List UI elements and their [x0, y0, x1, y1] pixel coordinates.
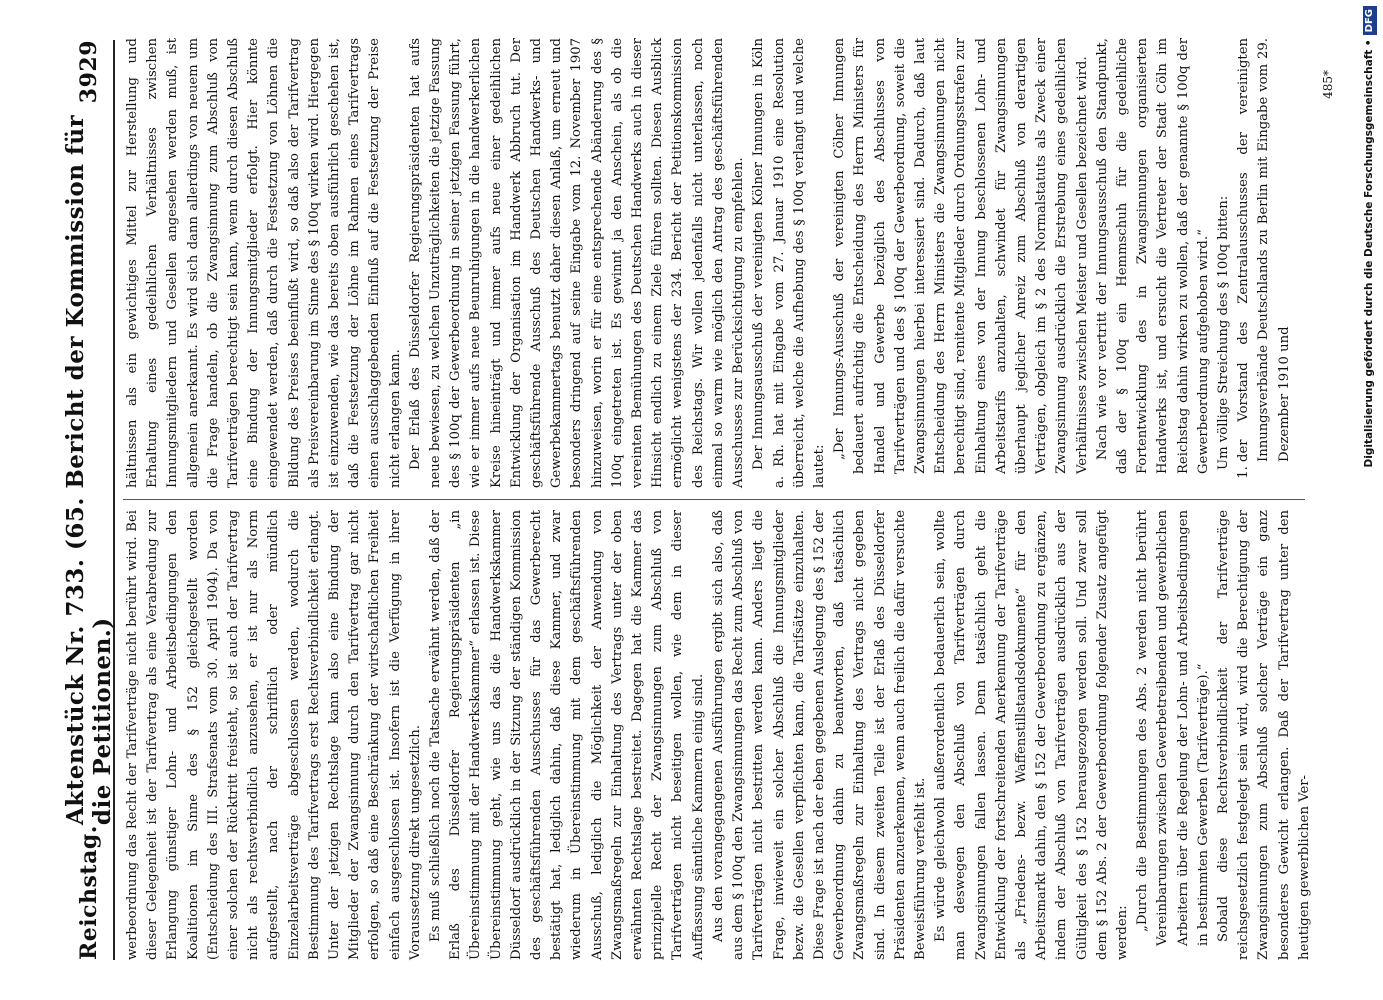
paragraph: Es würde gleichwohl außerordentlich bedauerlich sein, wollte man deswegen den Abschluß von Tarifverträgen durch Zwangsinnungen fallen lassen. Denn tatsächlich geht die Entwicklung der fortschreitenden Anerkennung der Tarifverträge als „Friedens- bezw. Waffenstillstandsdokumente“ für den Arbeitsmarkt dahin, den § 152 der Gewerbeordnung zu ergänzen, indem der Abschluß von Tarifverträgen ausdrücklich aus der Gültigkeit des § 152 herausgezogen werden soll. Und zwar soll dem § 152 Abs. 2 der Gewerbeordnung folgender Zusatz angefügt werden: — [933, 510, 1130, 960]
paragraph: Der Innungsausschuß der vereinigten Kölner Innungen in Köln a. Rh. hat mit Eingabe vom 27. Januar 1910 eine Resolution überreicht, welche die Aufhebung des § 100q verlangt und welche lautet: — [751, 38, 827, 488]
header-left: Reichstag. — [76, 825, 102, 960]
paragraph: Es muß schließlich noch die Tatsache erwähnt werden, daß der Erlaß des Düsseldorfer Regierungspräsidenten „in Übereinstimmung mit der Handwerkskammer“ erlassen ist. Diese Übereinstimmung geht, wie uns das die Handwerkskammer Düsseldorf ausdrücklich in der Sitzung der ständigen Kommission des geschäftsführenden Ausschusses für das Gewerberecht bestätigt hat, lediglich dahin, daß diese Kammer, und zwar wiederum in Übereinstimmung mit dem geschäftsführenden Ausschuß, lediglich die Möglichkeit der Anwendung von Zwangsmaßregeln zur Einhaltung des Vertrags unter der oben erwähnten Rechtslage bestreitet. Dagegen hat die Kammer das prinzipielle Recht der Zwangsinnungen zum Abschluß von Tarifverträgen nicht beseitigen wollen, wie dem in dieser Auffassung sämtliche Kammern einig sind. — [428, 510, 706, 960]
footer-mark: 485* — [1321, 70, 1335, 99]
header-title: Aktenstück Nr. 733. (65. Bericht der Kommission für die Petitionen.) — [62, 114, 116, 826]
list-item: 1. der Vorstand des Zentralausschusses der vereinigten Innungsverbände Deutschlands zu Berlin mit Eingabe vom 29. Dezember 1910 und — [1234, 38, 1295, 462]
document-page — [55, 0, 1345, 1000]
column-divider — [123, 499, 1305, 500]
paragraph: Aus den vorangegangenen Ausführungen ergibt sich also, daß aus dem § 100q den Zwangsinnungen das Recht zum Abschluß von Tarifverträgen nicht bestritten werden kann. Anders liegt die Frage, inwieweit ein solcher Abschluß die Innungsmitglieder bezw. die Gesellen verpflichten kann, die Tarifsätze einzuhalten. Diese Frage ist nach der eben gegebenen Auslegung des § 152 der Gewerbeordnung dahin zu beantworten, daß tatsächlich Zwangsmaßregeln zur Einhaltung des Vertrags nicht gegeben sind. In diesem zweiten Teile ist der Erlaß des Düsseldorfer Präsidenten anzuerkennen, wenn auch freilich die dafür versuchte Beweisführung verfehlt ist. — [710, 510, 928, 960]
paragraph: Sobald diese Rechtsverbindlichkeit der Tarifverträge reichsgesetzlich festgelegt sein wird, wird die Berechtigung der Zwangsinnungen zum Abschluß solcher Verträge ein ganz besonderes Gewicht erlangen. Daß der Tarifvertrag unter den heutigen gewerblichen Ver- — [1215, 510, 1312, 960]
side-note — [1358, 6, 1380, 996]
petitioner-list — [1234, 38, 1295, 488]
paragraph: Der Erlaß des Düsseldorfer Regierungspräsidenten hat aufs neue bewiesen, zu welchen Unzuträglichkeiten die jetzige Fassung des § 100q der Gewerbeordnung in seiner jetzigen Fassung führt, wie er immer aufs neue Beunruhigungen in die handwerkerlichen Kreise hineinträgt und immer aufs neue einer gedeihlichen Entwicklung der Organisation im Handwerk Abbruch tut. Der geschäftsführende Ausschuß des Deutschen Handwerks- und Gewerbekammertags benutzt daher diesen Anlaß, um erneut und besonders dringend auf seine Eingabe vom 12. November 1907 hinzuweisen, worin er für eine entsprechende Abänderung des § 100q eingetreten ist. Es gewinnt ja den Anschein, als ob die vereinten Bemühungen des Deutschen Handwerks auch in dieser Hinsicht endlich zu einem Ziele führen sollten. Diesen Ausblick ermöglicht wenigstens der 234. Bericht der Petitionskommission des Reichstags. Wir wollen jedenfalls nicht unterlassen, noch einmal so warm wie möglich den Antrag des geschäftsführenden Ausschusses zur Berücksichtigung zu empfehlen. — [407, 38, 747, 488]
left-column — [123, 510, 1312, 960]
paragraph: Nach wie vor vertritt der Innungsausschuß den Standpunkt, daß der § 100q ein Hemmschuh für die gedeihliche Fortentwicklung des in Zwangsinnungen organisierten Handwerks ist, und ersucht die Vertreter der Stadt Cöln im Reichstag dahin wirken zu wollen, daß der genannte § 100q der Gewerbeordnung aufgehoben wird.“ — [1094, 38, 1211, 474]
side-note-text: Digitalisierung gefördert durch die Deutsche Forschungsgemeinschaft • — [1363, 39, 1375, 468]
paragraph: „Der Innungs-Ausschuß der vereinigten Cölner Innungen bedauert aufrichtig die Entscheidung des Herrn Ministers für Handel und Gewerbe bezüglich des Abschlusses von Tarifverträgen und des § 100q der Gewerbeordnung, soweit die Zwangsinnungen hierbei interessiert sind. Dadurch, daß laut Entscheidung des Herrn Ministers die Zwangsinnungen nicht berechtigt sind, renitente Mitglieder durch Ordnungsstrafen zur Einhaltung eines von der Innung beschlossenen Lohn- und Arbeitstarifs anzuhalten, schwindet für Zwangsinnungen überhaupt jeglicher Anreiz zum Abschluß von derartigen Verträgen, obgleich im § 2 des Normalstatuts als Zweck einer Zwangsinnung ausdrücklich die Erstrebung eines gedeihlichen Verhältnisses zwischen Meister und Gesellen bezeichnet wird. — [832, 38, 1090, 474]
paragraph: Um völlige Streichung des § 100q bitten: — [1215, 195, 1231, 470]
right-column — [123, 38, 1305, 488]
dfg-logo: DFG — [1363, 6, 1377, 35]
page-number: 3929 — [76, 40, 102, 104]
paragraph: hältnissen als ein gewichtiges Mittel zur Herstellung und Erhaltung eines gedeihlichen Verhältnisses zwischen Innungsmitgliedern und Gesellen angesehen werden muß, ist allgemein anerkannt. Es wird sich dann allerdings von neuem um die Frage handeln, ob die Zwangsinnung zum Abschluß von Tarifverträgen berechtigt sein kann, wenn durch diesen Abschluß eine Bindung der Innungsmitglieder erfolgt. Hier könnte eingewendet werden, daß durch die Festsetzung von Löhnen die Bildung des Preises beeinflußt wird, so daß also der Tarifvertrag als Preisvereinbarung im Sinne des § 100q wirken wird. Hiergegen ist einzuwenden, wie das bereits oben ausführlich geschehen ist, daß die Festsetzung der Löhne im Rahmen eines Tarifvertrags einen ausschlaggebenden Einfluß auf die Festsetzung der Preise nicht erlangen kann. — [125, 38, 403, 488]
page-header — [62, 40, 116, 960]
paragraph: „Durch die Bestimmungen des Abs. 2 werden nicht berührt Vereinbarungen zwischen Gewerbetreibenden und gewerblichen Arbeitern über die Regelung der Lohn- und Arbeitsbedingungen in bestimmten Gewerben (Tarifverträge).“ — [1135, 510, 1211, 946]
paragraph: werbeordnung das Recht der Tarifverträge nicht berührt wird. Bei dieser Gelegenheit ist der Tarifvertrag als eine Verabredung zur Erlangung günstiger Lohn- und Arbeitsbedingungen den Koalitionen im Sinne des § 152 gleichgestellt worden (Entscheidung des III. Strafsenats vom 30. April 1904). Da von einer solchen der Rücktritt freisteht, so ist auch der Tarifvertrag nicht als rechtsverbindlich anzusehen, er ist nur als Norm aufgestellt, nach der schriftlich oder mündlich Einzelarbeitsverträge abgeschlossen werden, wodurch die Bestimmung des Tarifvertrags erst Rechtsverbindlichkeit erlangt. Unter der jetzigen Rechtslage kann also eine Bindung der Mitglieder der Zwangsinnung durch den Tarifvertrag gar nicht erfolgen, so daß eine Beschränkung der wirtschaftlichen Freiheit einfach ausgeschlossen ist. Insofern ist die Verfügung in ihrer Voraussetzung direkt ungesetzlich. — [125, 510, 423, 960]
header-rule — [113, 40, 115, 960]
right-paragraphs — [123, 38, 1234, 488]
